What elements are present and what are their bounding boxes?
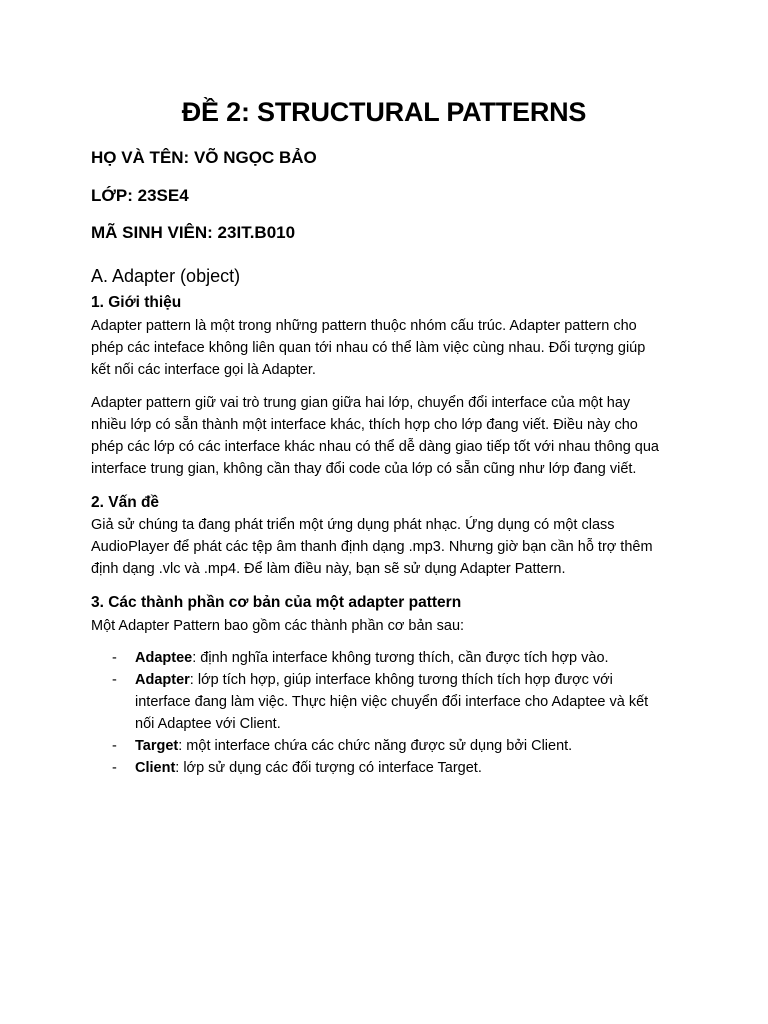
term-description: : lớp tích hợp, giúp interface không tương thích tích hợp được với	[189, 672, 613, 688]
problem-heading: 2. Vấn đề	[91, 494, 160, 511]
paragraph-line: kết nối các interface gọi là Adapter.	[91, 362, 316, 378]
intro-heading: 1. Giới thiệu	[91, 294, 182, 311]
student-name: HỌ VÀ TÊN: VÕ NGỌC BẢO	[91, 148, 317, 167]
term-label: Target	[135, 738, 179, 754]
paragraph-line: phép các inteface không liên quan tới nhau có thể làm việc cùng nhau. Đối tượng giúp	[91, 340, 646, 356]
paragraph-line: Một Adapter Pattern bao gồm các thành phần cơ bản sau:	[91, 618, 465, 634]
paragraph-line: phép các lớp có các interface khác nhau có thể dễ dàng giao tiếp tốt với nhau thông qua	[91, 439, 659, 455]
intro-paragraph-1	[91, 315, 691, 381]
student-id: MÃ SINH VIÊN: 23IT.B010	[91, 223, 296, 242]
paragraph-line: nhiều lớp có sẵn thành một interface khác, thích hợp cho lớp đang viết. Điều này cho	[91, 417, 638, 433]
intro-paragraph-2	[91, 392, 691, 480]
term-label: Adapter	[135, 672, 190, 688]
list-dash: -	[112, 760, 117, 776]
components-list	[91, 647, 691, 779]
paragraph-line: interface trung gian, không cần thay đổi code của lớp có sẵn cũng như lớp đang viết.	[91, 461, 637, 477]
paragraph-line: Giả sử chúng ta đang phát triển một ứng dụng phát nhạc. Ứng dụng có một class	[91, 517, 615, 533]
term-description: : định nghĩa interface không tương thích, cần được tích hợp vào.	[192, 650, 609, 666]
term-description: : lớp sử dụng các đối tượng có interface Target.	[175, 760, 482, 776]
list-item	[91, 669, 691, 735]
paragraph-line: Adapter pattern là một trong những pattern thuộc nhóm cấu trúc. Adapter pattern cho	[91, 318, 637, 334]
paragraph-line: định dạng .vlc và .mp4. Để làm điều này, bạn sẽ sử dụng Adapter Pattern.	[91, 561, 566, 577]
document-title: ĐỀ 2: STRUCTURAL PATTERNS	[181, 97, 587, 127]
components-intro	[91, 615, 691, 637]
section-heading: A. Adapter (object)	[91, 266, 241, 286]
term-description: : một interface chứa các chức năng được sử dụng bởi Client.	[178, 738, 573, 754]
paragraph-line: AudioPlayer để phát các tệp âm thanh định dạng .mp3. Nhưng giờ bạn cần hỗ trợ thêm	[91, 539, 653, 555]
list-item	[91, 647, 691, 669]
list-dash: -	[112, 650, 117, 666]
student-class: LỚP: 23SE4	[91, 186, 189, 205]
list-dash: -	[112, 672, 117, 688]
term-label: Client	[135, 760, 176, 776]
term-description-continued: interface đang làm việc. Thực hiện việc chuyển đổi interface cho Adaptee và kết	[135, 694, 649, 710]
term-label: Adaptee	[135, 650, 193, 666]
problem-paragraph	[91, 514, 691, 580]
components-heading: 3. Các thành phần cơ bản của một adapter pattern	[91, 594, 462, 611]
term-description-continued: nối Adaptee với Client.	[135, 716, 281, 732]
list-item	[91, 757, 691, 779]
paragraph-line: Adapter pattern giữ vai trò trung gian giữa hai lớp, chuyển đổi interface của một hay	[91, 395, 631, 411]
list-dash: -	[112, 738, 117, 754]
list-item	[91, 735, 691, 757]
